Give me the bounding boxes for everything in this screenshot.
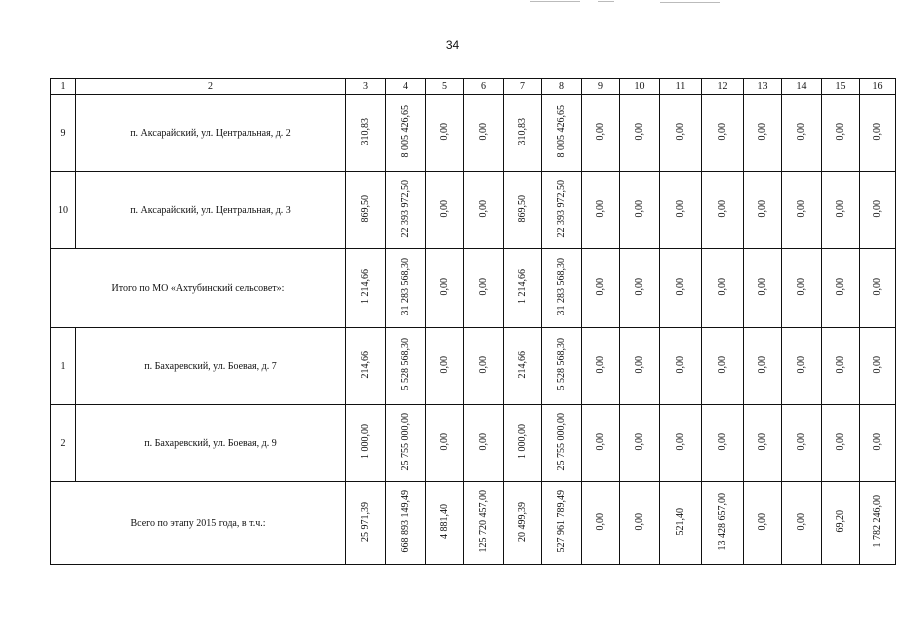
value-text: 0,00	[795, 432, 807, 451]
value-text: 0,00	[477, 432, 489, 451]
column-header: 2	[76, 79, 346, 95]
value-text: 0,00	[871, 432, 883, 451]
value-text: 0,00	[795, 122, 807, 141]
value-text: 25 971,39	[359, 501, 371, 542]
value-text: 0,00	[594, 277, 606, 296]
value-text: 1 000,00	[516, 424, 528, 459]
value-cell	[386, 95, 426, 172]
value-cell	[426, 328, 464, 405]
value-text: 0,00	[795, 277, 807, 296]
value-text: 31 283 568,30	[399, 257, 411, 316]
value-cell	[542, 328, 582, 405]
value-cell	[822, 482, 860, 565]
value-cell	[464, 172, 504, 249]
address-cell: п. Аксарайский, ул. Центральная, д. 2	[76, 95, 346, 172]
value-text: 521,40	[674, 507, 686, 536]
value-cell	[744, 172, 782, 249]
value-text: 0,00	[756, 432, 768, 451]
value-cell	[542, 482, 582, 565]
value-text: 0,00	[594, 432, 606, 451]
value-cell	[582, 405, 620, 482]
value-cell	[822, 95, 860, 172]
value-cell	[386, 328, 426, 405]
value-cell	[504, 482, 542, 565]
value-text: 0,00	[438, 355, 450, 374]
value-cell	[860, 95, 896, 172]
value-cell	[386, 249, 426, 328]
value-text: 1 214,66	[359, 269, 371, 304]
value-text: 0,00	[871, 122, 883, 141]
value-cell	[504, 405, 542, 482]
value-cell	[744, 328, 782, 405]
value-cell	[620, 405, 660, 482]
value-text: 0,00	[756, 277, 768, 296]
value-cell	[702, 95, 744, 172]
value-cell	[346, 95, 386, 172]
value-text: 31 283 568,30	[555, 257, 567, 316]
column-header: 3	[346, 79, 386, 95]
value-text: 0,00	[477, 122, 489, 141]
value-cell	[860, 249, 896, 328]
value-cell	[702, 482, 744, 565]
value-text: 0,00	[594, 122, 606, 141]
value-text: 0,00	[438, 432, 450, 451]
column-header: 7	[504, 79, 542, 95]
value-text: 0,00	[633, 432, 645, 451]
value-text: 0,00	[756, 512, 768, 531]
value-text: 0,00	[477, 199, 489, 218]
row-number: 9	[51, 95, 76, 172]
value-cell	[386, 172, 426, 249]
value-cell	[620, 172, 660, 249]
subtotal-row	[51, 249, 896, 328]
value-text: 0,00	[633, 277, 645, 296]
value-cell	[620, 482, 660, 565]
scan-artifact	[598, 1, 614, 2]
value-cell	[346, 172, 386, 249]
value-cell	[782, 95, 822, 172]
value-cell	[426, 482, 464, 565]
column-header: 15	[822, 79, 860, 95]
column-header: 14	[782, 79, 822, 95]
row-number: 2	[51, 405, 76, 482]
value-cell	[504, 172, 542, 249]
column-header: 6	[464, 79, 504, 95]
value-cell	[860, 328, 896, 405]
value-cell	[504, 249, 542, 328]
value-cell	[620, 249, 660, 328]
value-cell	[702, 328, 744, 405]
value-cell	[464, 405, 504, 482]
column-header: 9	[582, 79, 620, 95]
subtotal-label: Итого по МО «Ахтубинский сельсовет»:	[51, 249, 346, 328]
value-text: 0,00	[871, 277, 883, 296]
value-cell	[660, 482, 702, 565]
table-row	[51, 95, 896, 172]
value-text: 0,00	[716, 277, 728, 296]
value-text: 0,00	[834, 199, 846, 218]
value-cell	[744, 249, 782, 328]
value-cell	[660, 405, 702, 482]
value-cell	[620, 95, 660, 172]
value-text: 0,00	[795, 512, 807, 531]
header-row	[51, 79, 896, 95]
grand-total-label: Всего по этапу 2015 года, в т.ч.:	[51, 482, 346, 565]
value-cell	[660, 328, 702, 405]
value-cell	[582, 328, 620, 405]
value-cell	[426, 405, 464, 482]
data-table	[50, 78, 896, 565]
row-number: 10	[51, 172, 76, 249]
value-text: 0,00	[756, 122, 768, 141]
value-text: 22 393 972,50	[399, 179, 411, 238]
value-text: 214,66	[359, 350, 371, 379]
value-text: 1 000,00	[359, 424, 371, 459]
value-text: 0,00	[594, 512, 606, 531]
address-cell: п. Бахаревский, ул. Боевая, д. 7	[76, 328, 346, 405]
value-cell	[542, 172, 582, 249]
column-header: 11	[660, 79, 702, 95]
value-text: 869,50	[516, 194, 528, 223]
column-header: 10	[620, 79, 660, 95]
address-cell: п. Аксарайский, ул. Центральная, д. 3	[76, 172, 346, 249]
address-cell: п. Бахаревский, ул. Боевая, д. 9	[76, 405, 346, 482]
value-text: 0,00	[438, 122, 450, 141]
value-cell	[542, 405, 582, 482]
column-header: 5	[426, 79, 464, 95]
column-header: 12	[702, 79, 744, 95]
value-cell	[542, 95, 582, 172]
value-text: 0,00	[716, 355, 728, 374]
value-cell	[346, 405, 386, 482]
value-text: 25 755 000,00	[555, 412, 567, 471]
column-header: 4	[386, 79, 426, 95]
value-text: 0,00	[716, 199, 728, 218]
value-text: 8 005 426,65	[399, 105, 411, 158]
value-text: 0,00	[674, 432, 686, 451]
value-cell	[464, 95, 504, 172]
value-cell	[860, 405, 896, 482]
value-cell	[346, 249, 386, 328]
value-text: 5 528 568,30	[555, 338, 567, 391]
value-text: 1 214,66	[516, 269, 528, 304]
column-header: 1	[51, 79, 76, 95]
value-cell	[582, 95, 620, 172]
scan-artifact	[660, 2, 720, 3]
value-text: 0,00	[477, 277, 489, 296]
value-text: 0,00	[633, 122, 645, 141]
value-cell	[782, 405, 822, 482]
value-cell	[660, 95, 702, 172]
value-text: 0,00	[871, 199, 883, 218]
value-text: 0,00	[795, 199, 807, 218]
value-text: 0,00	[834, 432, 846, 451]
value-text: 5 528 568,30	[399, 338, 411, 391]
table-row	[51, 172, 896, 249]
value-cell	[860, 172, 896, 249]
column-header: 8	[542, 79, 582, 95]
value-text: 0,00	[674, 199, 686, 218]
value-text: 0,00	[834, 277, 846, 296]
value-text: 22 393 972,50	[555, 179, 567, 238]
value-cell	[426, 172, 464, 249]
value-cell	[782, 328, 822, 405]
value-text: 310,83	[359, 117, 371, 146]
value-cell	[504, 328, 542, 405]
value-cell	[346, 328, 386, 405]
value-text: 0,00	[477, 355, 489, 374]
table-row	[51, 328, 896, 405]
value-text: 214,66	[516, 350, 528, 379]
value-cell	[744, 405, 782, 482]
grand-total-row	[51, 482, 896, 565]
value-text: 8 005 426,65	[555, 105, 567, 158]
value-text: 0,00	[674, 122, 686, 141]
value-cell	[822, 249, 860, 328]
value-cell	[744, 95, 782, 172]
value-text: 0,00	[756, 199, 768, 218]
value-cell	[464, 249, 504, 328]
value-cell	[702, 249, 744, 328]
value-text: 0,00	[871, 355, 883, 374]
value-text: 0,00	[756, 355, 768, 374]
value-cell	[504, 95, 542, 172]
value-cell	[860, 482, 896, 565]
value-text: 69,20	[834, 510, 846, 533]
value-cell	[426, 95, 464, 172]
value-cell	[660, 249, 702, 328]
value-cell	[782, 172, 822, 249]
value-cell	[582, 482, 620, 565]
value-text: 20 499,39	[516, 501, 528, 542]
value-cell	[582, 249, 620, 328]
value-text: 0,00	[716, 432, 728, 451]
page-number: 34	[445, 38, 460, 52]
value-cell	[744, 482, 782, 565]
value-text: 0,00	[834, 122, 846, 141]
value-cell	[464, 482, 504, 565]
value-cell	[782, 482, 822, 565]
value-text: 527 961 789,49	[555, 490, 567, 553]
value-cell	[464, 328, 504, 405]
scan-artifact	[530, 1, 580, 2]
value-text: 0,00	[633, 199, 645, 218]
value-text: 25 755 000,00	[399, 412, 411, 471]
value-cell	[426, 249, 464, 328]
value-text: 0,00	[716, 122, 728, 141]
value-text: 0,00	[594, 355, 606, 374]
value-cell	[542, 249, 582, 328]
column-header: 16	[860, 79, 896, 95]
value-text: 668 893 149,49	[399, 490, 411, 553]
value-text: 0,00	[594, 199, 606, 218]
value-text: 0,00	[795, 355, 807, 374]
value-cell	[822, 172, 860, 249]
value-text: 125 720 457,00	[477, 490, 489, 553]
value-text: 0,00	[633, 355, 645, 374]
value-cell	[620, 328, 660, 405]
value-text: 0,00	[674, 355, 686, 374]
value-text: 869,50	[359, 194, 371, 223]
value-cell	[702, 405, 744, 482]
value-text: 0,00	[438, 199, 450, 218]
table-row	[51, 405, 896, 482]
value-text: 13 428 657,00	[716, 492, 728, 551]
value-cell	[822, 405, 860, 482]
value-cell	[582, 172, 620, 249]
value-cell	[702, 172, 744, 249]
value-cell	[346, 482, 386, 565]
column-header: 13	[744, 79, 782, 95]
value-cell	[386, 482, 426, 565]
value-text: 0,00	[633, 512, 645, 531]
value-text: 1 782 246,00	[871, 495, 883, 548]
value-text: 310,83	[516, 117, 528, 146]
value-text: 4 881,40	[438, 504, 450, 539]
value-text: 0,00	[438, 277, 450, 296]
value-cell	[660, 172, 702, 249]
value-cell	[822, 328, 860, 405]
value-cell	[386, 405, 426, 482]
value-cell	[782, 249, 822, 328]
row-number: 1	[51, 328, 76, 405]
value-text: 0,00	[674, 277, 686, 296]
value-text: 0,00	[834, 355, 846, 374]
